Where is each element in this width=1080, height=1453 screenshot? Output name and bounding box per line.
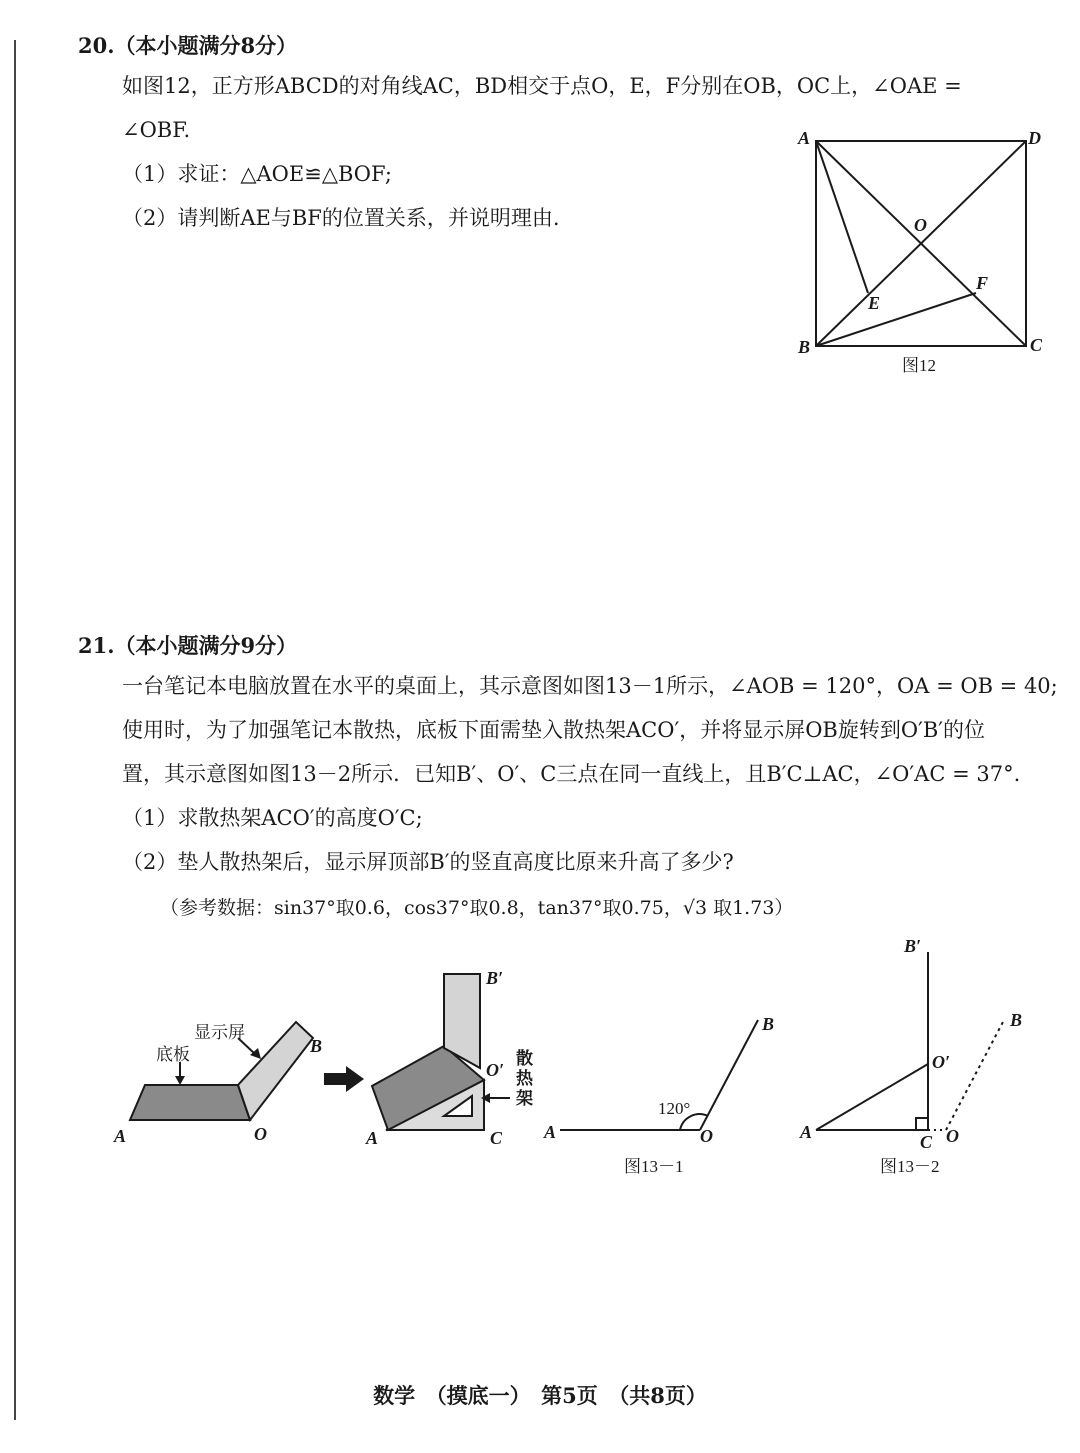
q21-line2: 使用时，为了加强笔记本散热，底板下面需垫入散热架ACO′，并将显示屏OB旋转到O′B′的位 (122, 718, 986, 742)
laptop-with-stand-picture (362, 968, 562, 1153)
pic1-label-b: B (310, 1036, 323, 1056)
pic2-label-b-prime: B′ (486, 968, 504, 988)
segment-bf (816, 293, 976, 346)
label-stand-char: 热 (516, 1069, 533, 1088)
fig12-label-c: C (1030, 335, 1043, 355)
fig13-2-label-b-prime: B′ (904, 936, 922, 956)
q20-stem-line2: ∠OBF. (122, 118, 191, 142)
fig13-2-label-o: O (946, 1126, 959, 1146)
label-base: 底板 (156, 1045, 190, 1064)
angle-120-label: 120° (658, 1099, 691, 1118)
segment-ae (816, 141, 868, 293)
fig13-2-label-c: C (920, 1132, 933, 1152)
label-stand-char: 架 (516, 1089, 533, 1108)
fig13-1-label-o: O (700, 1126, 713, 1146)
segment-ao-prime (816, 1064, 928, 1130)
page-margin-rule (14, 40, 16, 1420)
label-stand-char: 散 (516, 1049, 533, 1068)
segment-ob-dotted (946, 1020, 1004, 1130)
pic2-label-a: A (366, 1128, 379, 1148)
fig12-label-f: F (976, 273, 989, 293)
fig12-label-d: D (1028, 128, 1041, 148)
fig13-1-label-b: B (762, 1014, 775, 1034)
fig13-2-label-a: A (800, 1122, 813, 1142)
laptop-screen (238, 1022, 313, 1120)
fig13-1-label-a: A (544, 1122, 557, 1142)
q21-line1: 一台笔记本电脑放置在水平的桌面上，其示意图如图13－1所示，∠AOB = 120°，OA = OB = 40; (122, 674, 1058, 698)
fig13-2-label-b: B (1010, 1010, 1023, 1030)
pic2-label-o-prime: O′ (486, 1060, 505, 1080)
fig13-2-caption: 图13－2 (880, 1157, 940, 1176)
q21-reference-data: （参考数据：sin37°取0.6，cos37°取0.8，tan37°取0.75，√3 取1.73） (160, 897, 794, 919)
figure-13-2 (796, 932, 1046, 1182)
q21-part2: （2）垫人散热架后，显示屏顶部B′的竖直高度比原来升高了多少? (122, 850, 734, 874)
label-stand (516, 1048, 534, 1108)
laptop-picture (110, 1010, 330, 1150)
q20-header: 20.（本小题满分8分） (78, 33, 298, 58)
fig12-label-a: A (798, 128, 811, 148)
pic1-label-o: O (254, 1124, 267, 1144)
pic2-label-c: C (490, 1128, 503, 1148)
arrow-to-base-head (175, 1076, 185, 1085)
fig12-label-e: E (868, 293, 881, 313)
pic1-label-a: A (114, 1126, 127, 1146)
transform-arrow-shape (324, 1066, 364, 1092)
q20-stem-line1: 如图12，正方形ABCD的对角线AC，BD相交于点O，E，F分别在OB，OC上，∠OAE = (122, 74, 962, 98)
page-footer: 数学 （摸底一） 第5页 （共8页） (373, 1383, 707, 1408)
q21-line3: 置，其示意图如图13－2所示．已知B′、O′、C三点在同一直线上，且B′C⊥AC，∠O′AC = 37°. (122, 762, 1021, 786)
label-screen: 显示屏 (194, 1023, 245, 1042)
right-angle-mark (916, 1118, 928, 1130)
figure-13-1 (540, 1010, 790, 1180)
fig12-caption: 图12 (902, 356, 936, 375)
q20-part2: （2）请判断AE与BF的位置关系，并说明理由. (122, 206, 560, 230)
figure-12-square (790, 125, 1060, 380)
laptop-base (130, 1085, 250, 1120)
fig13-1-caption: 图13－1 (624, 1157, 684, 1176)
fig12-label-o: O (914, 215, 927, 235)
fig12-label-b: B (798, 337, 811, 357)
q20-part1: （1）求证：△AOE≌△BOF; (122, 162, 392, 186)
segment-ob (700, 1020, 758, 1130)
fig13-2-label-o-prime: O′ (932, 1052, 951, 1072)
q21-part1: （1）求散热架ACO′的高度O′C; (122, 806, 423, 830)
q21-header: 21.（本小题满分9分） (78, 633, 298, 658)
